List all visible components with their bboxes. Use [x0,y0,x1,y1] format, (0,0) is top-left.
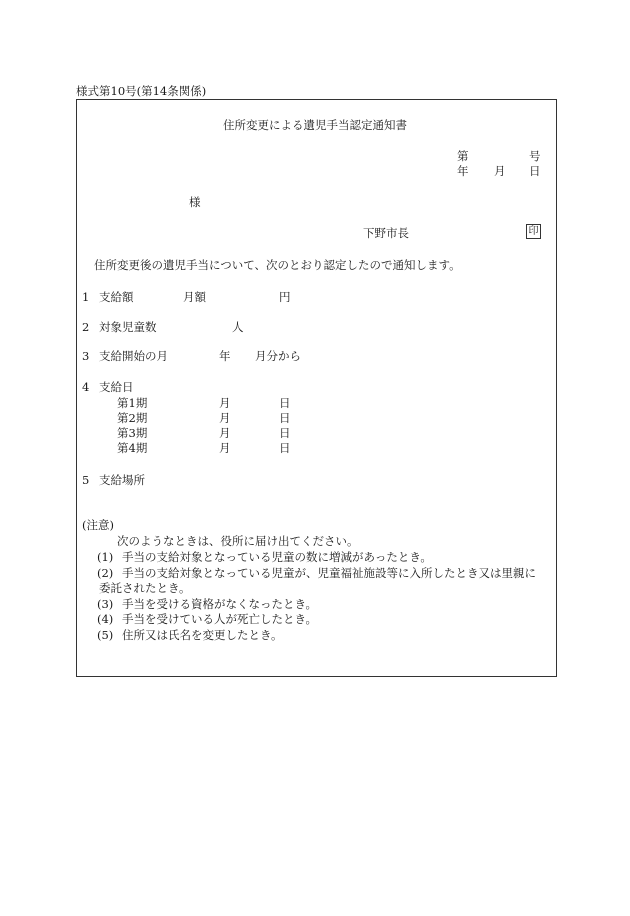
date-year: 年 [457,164,469,178]
person-unit: 人 [232,320,244,334]
start-year-unit: 年 [219,349,231,363]
addressee-suffix: 様 [189,195,201,209]
notes-lead: 次のようなときは、役所に届け出てください。 [117,534,359,548]
period-month: 月 [219,441,231,455]
document-title: 住所変更による遺児手当認定通知書 [223,118,407,132]
issuer-name: 下野市長 [363,226,409,240]
period-label: 第1期 [117,396,148,410]
item-label: 支給額 [99,290,134,304]
item-label: 支給開始の月 [99,349,168,363]
yen-unit: 円 [279,290,291,304]
date-month: 月 [494,164,506,178]
doc-number-go: 号 [529,149,541,163]
period-month: 月 [219,396,231,410]
note-number: (2) [97,566,114,580]
monthly-label: 月額 [183,290,206,304]
note-text: 住所又は氏名を変更したとき。 [122,628,283,642]
doc-number-dai: 第 [457,149,469,163]
note-number: (5) [97,628,114,642]
note-text: 手当を受ける資格がなくなったとき。 [122,597,318,611]
period-month: 月 [219,411,231,425]
note-number: (4) [97,612,114,626]
note-text-continued: 委託されたとき。 [99,581,191,595]
note-text: 手当の支給対象となっている児童が、児童福祉施設等に入所したとき又は里親に [122,566,536,580]
item-number: 1 [82,290,90,304]
form-number-label: 様式第10号(第14条関係) [76,84,207,98]
seal-mark: 印 [526,224,541,239]
item-number: 3 [82,349,90,363]
period-day: 日 [279,441,291,455]
date-day: 日 [529,164,541,178]
period-day: 日 [279,411,291,425]
note-number: (3) [97,597,114,611]
item-number: 4 [82,380,90,394]
period-label: 第3期 [117,426,148,440]
note-text: 手当を受けている人が死亡したとき。 [122,612,318,626]
period-label: 第2期 [117,411,148,425]
item-number: 5 [82,473,90,487]
note-text: 手当の支給対象となっている児童の数に増減があったとき。 [122,550,432,564]
note-number: (1) [97,550,114,564]
period-month: 月 [219,426,231,440]
start-month-unit: 月分から [255,349,301,363]
item-number: 2 [82,320,90,334]
notes-heading: (注意) [82,518,114,532]
period-label: 第4期 [117,441,148,455]
item-label: 支給日 [99,380,134,394]
item-label: 支給場所 [99,473,145,487]
intro-text: 住所変更後の遺児手当について、次のとおり認定したので通知します。 [94,258,461,272]
period-day: 日 [279,396,291,410]
period-day: 日 [279,426,291,440]
item-label: 対象児童数 [99,320,157,334]
